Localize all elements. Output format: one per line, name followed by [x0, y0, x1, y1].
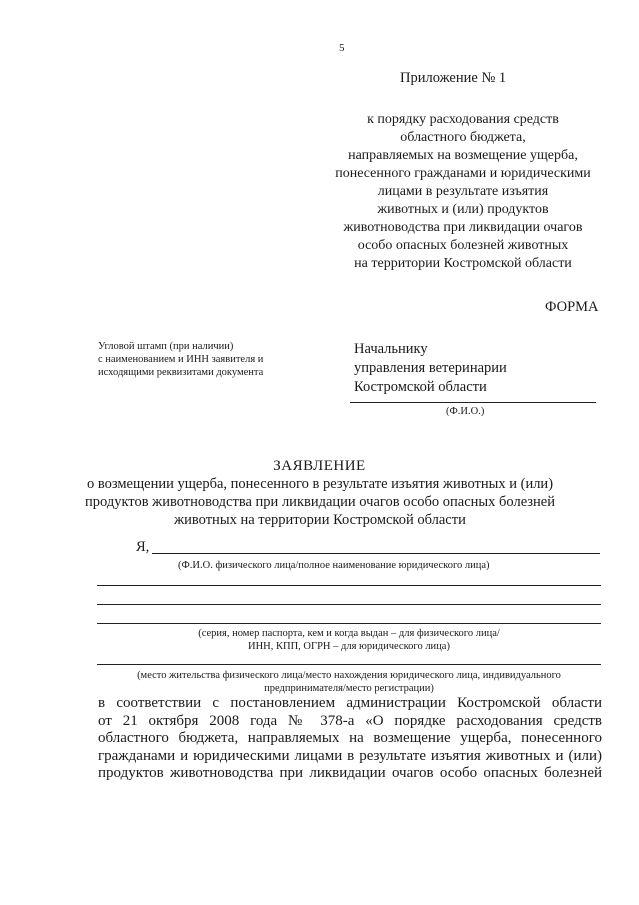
appendix-line: животноводства при ликвидации очагов	[343, 220, 583, 235]
recipient-line: Костромской области	[354, 379, 487, 395]
appendix-line: особо опасных болезней животных	[357, 238, 569, 253]
appendix-line: понесенного гражданами и юридическими	[335, 166, 591, 181]
recipient-fio-caption: (Ф.И.О.)	[446, 406, 485, 417]
recipient-line: управления ветеринарии	[354, 360, 507, 376]
subtitle-line: продуктов животноводства при ликвидации очагов особо опасных болезней	[84, 494, 555, 510]
appendix-line: лицами в результате изъятия	[377, 184, 549, 199]
subtitle-line: о возмещении ущерба, понесенного в результате изъятия животных и (или)	[86, 476, 554, 492]
appendix-line: животных и (или) продуктов	[377, 202, 549, 217]
body-line: в соответствии с постановлением администрации Костромской области	[98, 695, 602, 711]
page-number: 5	[339, 42, 345, 54]
passport-line-1[interactable]	[97, 585, 601, 586]
caption-line: (серия, номер паспорта, кем и когда выдан – для физического лица/	[198, 628, 500, 639]
stamp-line: с наименованием и ИНН заявителя и	[98, 354, 264, 365]
recipient-fio-line[interactable]	[350, 402, 596, 403]
body-paragraph	[98, 695, 602, 783]
stamp-line: исходящими реквизитами документа	[98, 367, 264, 378]
appendix-line: к порядку расходования средств	[367, 112, 559, 127]
appendix-title: Приложение № 1	[400, 70, 507, 86]
form-label: ФОРМА	[545, 299, 599, 315]
body-line: от 21 октября 2008 года № 378-а «О порядке расходования средств	[98, 712, 602, 729]
caption-passport	[97, 627, 601, 653]
application-subtitle	[0, 475, 639, 529]
caption-fio: (Ф.И.О. физического лица/полное наименование юридического лица)	[178, 560, 490, 571]
i-label: Я,	[136, 539, 150, 555]
appendix-line: на территории Костромской области	[354, 256, 572, 271]
body-line: областного бюджета, направляемых на возмещение ущерба, понесенного	[98, 730, 602, 746]
appendix-subtitle	[318, 111, 608, 273]
appendix-line: направляемых на возмещение ущерба,	[348, 148, 578, 163]
passport-line-2[interactable]	[97, 604, 601, 605]
caption-line: предпринимателя/место регистрации)	[264, 683, 434, 694]
caption-address	[97, 669, 601, 695]
body-line: гражданами и юридическими лицами в результате изъятия животных и (или)	[98, 747, 602, 764]
passport-line-3[interactable]	[97, 623, 601, 624]
applicant-name-line[interactable]	[152, 553, 600, 554]
address-line[interactable]	[97, 664, 601, 665]
recipient-block	[354, 340, 507, 397]
appendix-line: областного бюджета,	[400, 130, 526, 145]
recipient-line: Начальнику	[354, 341, 428, 357]
stamp-note	[98, 340, 263, 379]
caption-line: ИНН, КПП, ОГРН – для юридического лица)	[248, 641, 450, 652]
subtitle-line: животных на территории Костромской области	[174, 512, 466, 528]
body-line: продуктов животноводства при ликвидации очагов особо опасных болезней	[98, 765, 602, 781]
application-title: ЗАЯВЛЕНИЕ	[273, 458, 366, 474]
caption-line: (место жительства физического лица/место нахождения юридического лица, индивидуального	[137, 670, 561, 681]
stamp-line: Угловой штамп (при наличии)	[98, 341, 234, 352]
